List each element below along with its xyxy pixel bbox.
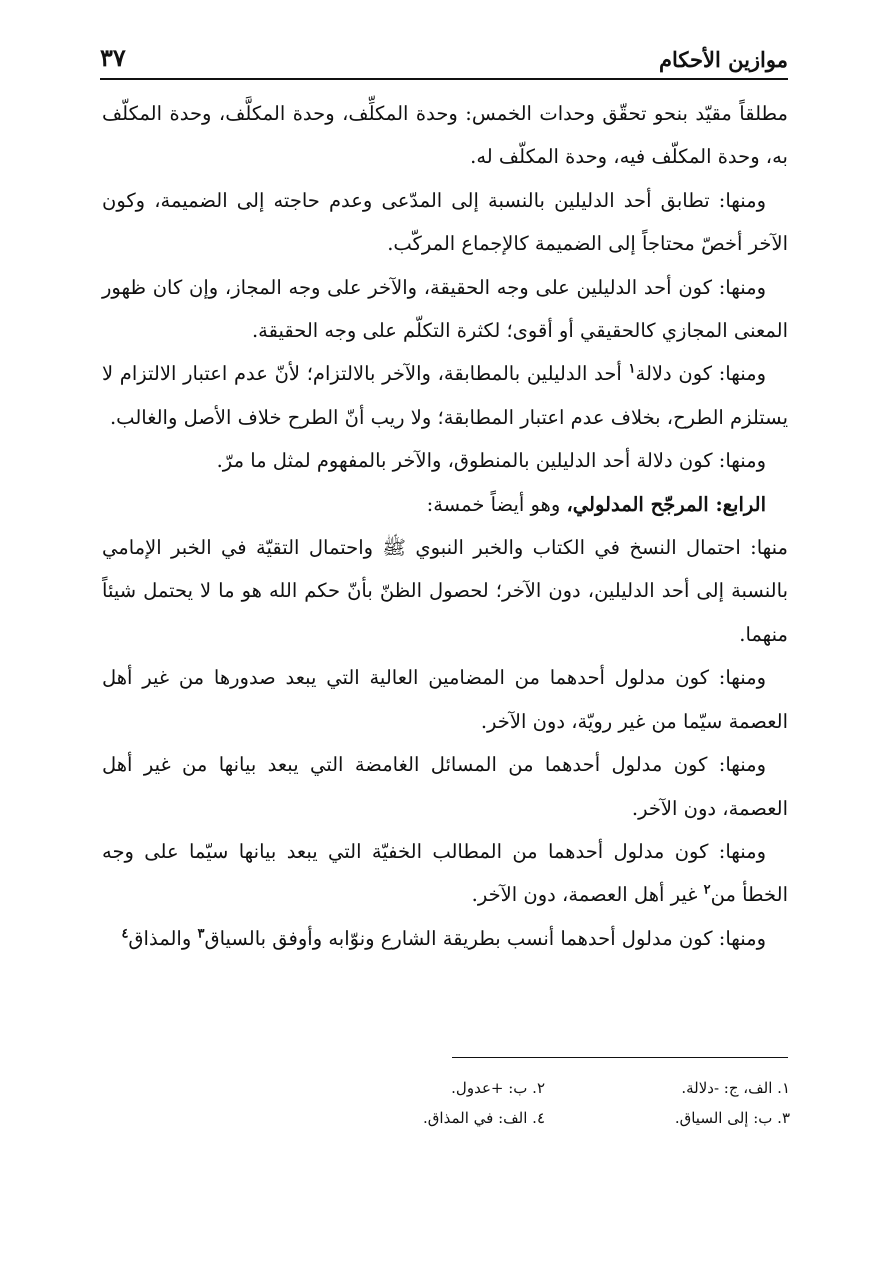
section-heading: الرابع: المرجّح المدلولي، [566, 492, 766, 516]
paragraph-1: مطلقاً مقيّد بنحو تحقّق وحدات الخمس: وحدة المكلِّف، وحدة المكلَّف، وحدة المكلّف به، وحدة المكلّف فيه، وحدة المكلّف له. [102, 102, 788, 169]
paragraph-3: ومنها: كون أحد الدليلين على وجه الحقيقة، والآخر على وجه المجاز، وإن كان ظهور المعنى المجازي كالحقيقي أو أقوى؛ لكثرة التكلّم على وجه الحقيقة. [102, 275, 788, 343]
paragraph-2: ومنها: تطابق أحد الدليلين بالنسبة إلى المدّعى وعدم حاجته إلى الضميمة، وكون الآخر أخصّ محتاجاً إلى الضميمة كالإجماع المركّب. [102, 188, 788, 256]
footnote-ref-3: ٣ [197, 926, 205, 942]
section-heading-rest: وهو أيضاً خمسة: [426, 492, 567, 516]
footnote-3: ٣. ب: إلى السياق. [674, 1109, 790, 1127]
footnotes [300, 1073, 790, 1133]
body-text [102, 92, 788, 960]
paragraph-10-rest: غير أهل العصمة، دون الآخر. [471, 883, 704, 907]
paragraph-6 [102, 483, 788, 526]
paragraph-9: ومنها: كون مدلول أحدهما من المسائل الغامضة التي يبعد بيانها من غير أهل العصمة، دون الآخر. [102, 753, 788, 820]
footnote-1: ١. الف، ج: -دلالة. [681, 1079, 790, 1097]
paragraph-11-rest: والمذاق [128, 926, 198, 950]
footnote-2: ٢. ب: +عدول. [451, 1079, 545, 1097]
paragraph-11 [102, 917, 788, 960]
footnote-separator [452, 1057, 788, 1058]
paragraph-8: ومنها: كون مدلول أحدهما من المضامين العالية التي يبعد صدورها من غير أهل العصمة سيّما من غير رويّة، دون الآخر. [102, 666, 788, 733]
page-header [100, 28, 788, 80]
paragraph-10 [102, 830, 788, 917]
footnote-row [300, 1103, 790, 1133]
paragraph-7: منها: احتمال النسخ في الكتاب والخبر النبوي ﷺ واحتمال التقيّة في الخبر الإمامي بالنسبة إلى أحد الدليلين، دون الآخر؛ لحصول الظنّ بأنّ حكم الله هو ما لا يحتمل شيئاً منهما. [102, 536, 788, 646]
paragraph-5: ومنها: كون دلالة أحد الدليلين بالمنطوق، والآخر بالمفهوم لمثل ما مرّ. [216, 449, 766, 473]
paragraph-4-rest: أحد الدليلين بالمطابقة، والآخر بالالتزام؛ لأنّ عدم اعتبار الالتزام لا يستلزم الطرح، بخلاف عدم اعتبار المطابقة؛ ولا ريب أنّ الطرح خلاف الأصل والغالب. [102, 362, 788, 429]
footnote-ref-1: ١ [628, 361, 636, 377]
paragraph-4-lead: ومنها: كون دلالة [635, 362, 766, 386]
footnote-ref-2: ٢ [703, 882, 711, 898]
paragraph-4 [102, 352, 788, 439]
footnote-ref-4: ٤ [121, 926, 129, 942]
paragraph-10-lead: ومنها: كون مدلول أحدهما من المطالب الخفيّة التي يبعد بيانها سيّما على وجه الخطأ من [102, 839, 788, 907]
footnote-4: ٤. الف: في المذاق. [423, 1109, 545, 1127]
running-title: موازين الأحكام [658, 47, 788, 72]
page-number: ٣٧ [100, 43, 126, 72]
footnote-row [300, 1073, 790, 1103]
paragraph-11-lead: ومنها: كون مدلول أحدهما أنسب بطريقة الشارع ونوّابه وأوفق بالسياق [204, 926, 766, 950]
